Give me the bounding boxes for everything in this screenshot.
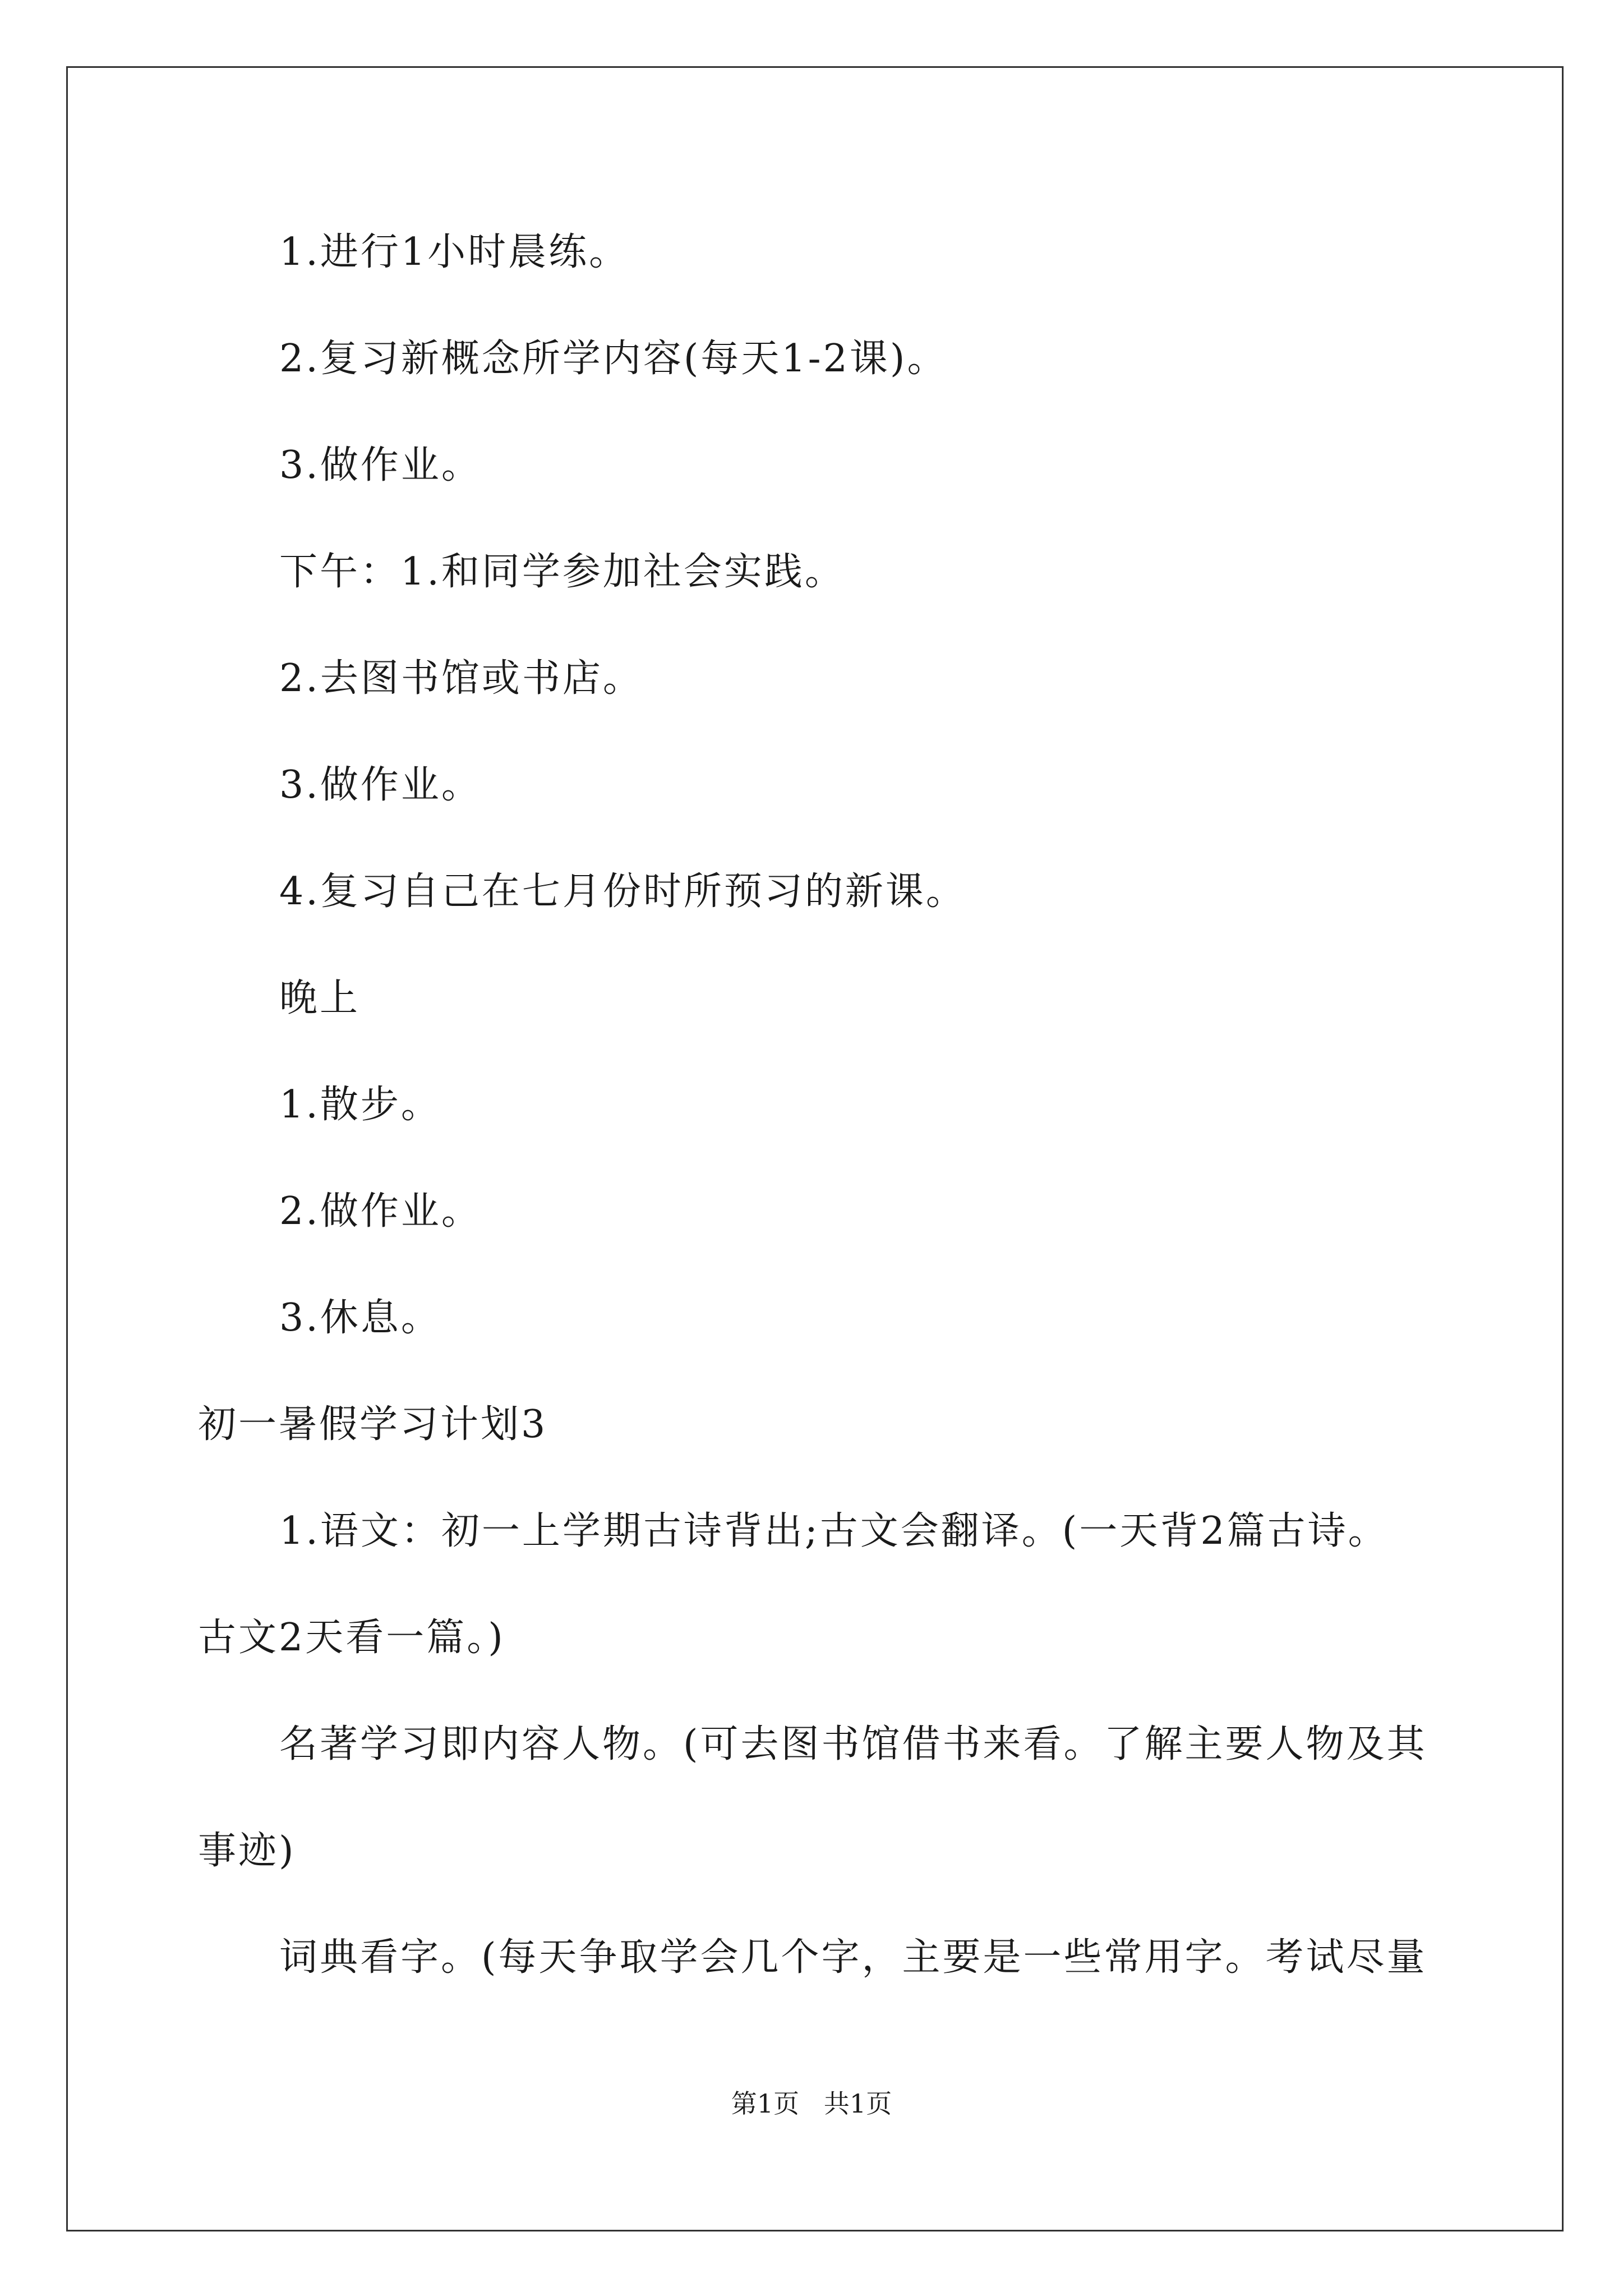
text-line: 下午：1.和同学参加社会实践。 — [279, 550, 845, 594]
text-line: 事迹) — [198, 1829, 296, 1873]
page-number-footer: 第1页 共1页 — [731, 2088, 892, 2119]
text-line: 1.进行1小时晨练。 — [279, 230, 630, 274]
section-heading: 初一暑假学习计划3 — [198, 1402, 548, 1447]
text-line: 词典看字。(每天争取学会几个字，主要是一些常用字。考试尽量 — [279, 1935, 1427, 1980]
text-line: 3.休息。 — [279, 1296, 441, 1340]
text-line: 4.复习自己在七月份时所预习的新课。 — [279, 869, 966, 914]
text-line: 晚上 — [279, 976, 361, 1020]
page-border — [66, 66, 1564, 2231]
text-line: 2.去图书馆或书店。 — [279, 656, 643, 701]
text-line: 1.散步。 — [279, 1083, 441, 1127]
text-line: 2.复习新概念所学内容(每天1-2课)。 — [279, 337, 948, 381]
text-line: 名著学习即内容人物。(可去图书馆借书来看。了解主要人物及其 — [279, 1722, 1427, 1766]
text-line: 2.做作业。 — [279, 1189, 482, 1234]
text-line: 3.做作业。 — [279, 763, 482, 807]
text-line: 1.语文：初一上学期古诗背出;古文会翻译。(一天背2篇古诗。 — [279, 1509, 1389, 1553]
text-line: 3.做作业。 — [279, 443, 482, 487]
text-line: 古文2天看一篇。) — [198, 1616, 505, 1660]
